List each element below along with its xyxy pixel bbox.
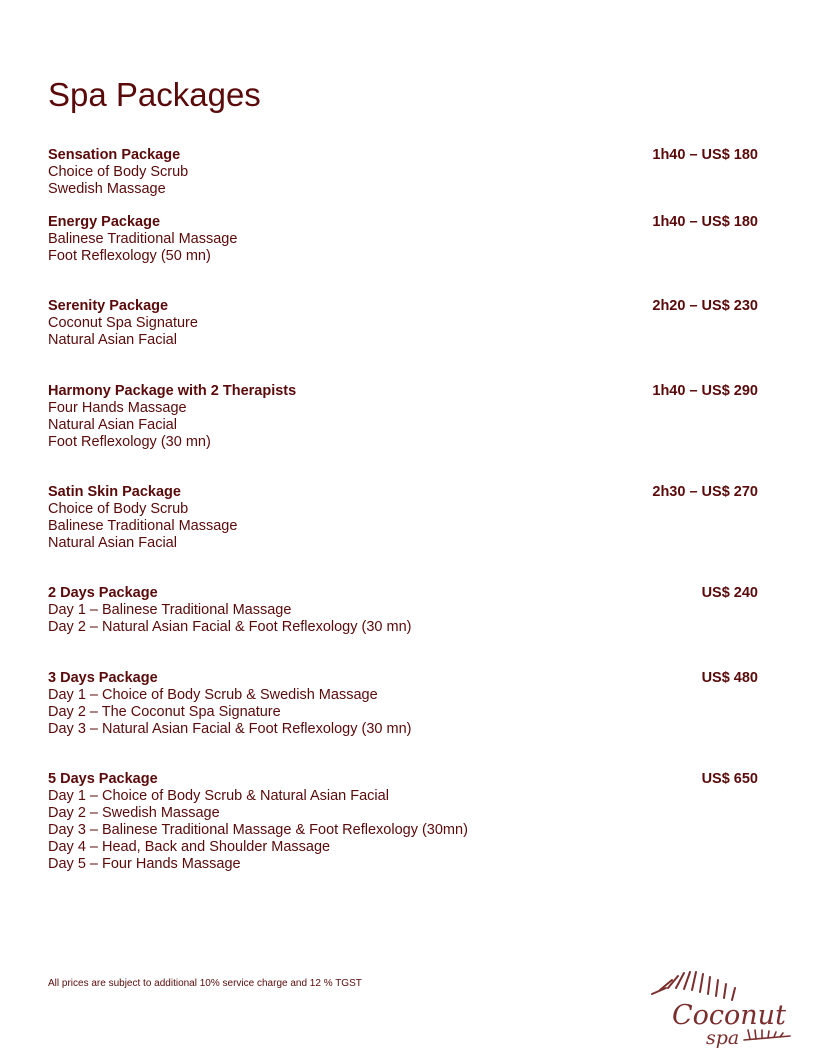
logo-wordmark: Coconut: [672, 1000, 786, 1031]
package-item: Natural Asian Facial: [48, 417, 177, 433]
package-item: Swedish Massage: [48, 181, 166, 197]
package-item: Natural Asian Facial: [48, 535, 177, 551]
package-name: Harmony Package with 2 Therapists: [48, 383, 297, 399]
package-price: US$ 240: [701, 585, 758, 601]
package-name: Energy Package: [48, 214, 161, 230]
package-name: Satin Skin Package: [48, 484, 181, 500]
package-item: Natural Asian Facial: [48, 332, 177, 348]
package-item: Day 1 – Balinese Traditional Massage: [48, 602, 292, 618]
palm-leaf-icon: [652, 972, 735, 1000]
package-price: US$ 480: [701, 670, 758, 686]
package-name: Sensation Package: [48, 147, 181, 163]
package-price: 1h40 – US$ 180: [652, 214, 758, 230]
package-2-days: [48, 585, 758, 636]
package-item: Choice of Body Scrub: [48, 164, 189, 180]
package-name: Serenity Package: [48, 298, 169, 314]
package-sensation: [48, 147, 758, 198]
package-name: 3 Days Package: [48, 670, 158, 686]
package-3-days: [48, 670, 758, 738]
package-satin-skin: [48, 484, 758, 552]
package-item: Day 3 – Natural Asian Facial & Foot Reflexology (30 mn): [48, 721, 412, 737]
package-item: Choice of Body Scrub: [48, 501, 189, 517]
package-item: Day 3 – Balinese Traditional Massage & Foot Reflexology (30mn): [48, 822, 468, 838]
package-item: Day 1 – Choice of Body Scrub & Natural Asian Facial: [48, 788, 389, 804]
package-price: 2h20 – US$ 230: [652, 298, 758, 314]
package-item: Foot Reflexology (50 mn): [48, 248, 211, 264]
package-harmony: [48, 383, 758, 451]
logo-subtext: spa: [706, 1027, 740, 1048]
package-item: Coconut Spa Signature: [48, 315, 198, 331]
package-price: US$ 650: [701, 771, 758, 787]
package-item: Foot Reflexology (30 mn): [48, 434, 211, 450]
package-price: 2h30 – US$ 270: [652, 484, 758, 500]
page-title: Spa Packages: [48, 76, 261, 113]
package-item: Day 2 – Natural Asian Facial & Foot Reflexology (30 mn): [48, 619, 412, 635]
package-energy: [48, 214, 758, 265]
package-price: 1h40 – US$ 180: [652, 147, 758, 163]
palm-frond-small-icon: [744, 1030, 790, 1040]
package-item: Day 5 – Four Hands Massage: [48, 856, 241, 872]
package-item: Day 2 – The Coconut Spa Signature: [48, 704, 281, 720]
package-item: Balinese Traditional Massage: [48, 518, 238, 534]
package-5-days: [48, 771, 758, 873]
package-item: Day 1 – Choice of Body Scrub & Swedish Massage: [48, 687, 378, 703]
package-item: Day 2 – Swedish Massage: [48, 805, 220, 821]
package-item: Four Hands Massage: [48, 400, 187, 416]
coconut-spa-logo: [650, 966, 792, 1048]
package-name: 2 Days Package: [48, 585, 158, 601]
package-serenity: [48, 298, 758, 349]
package-name: 5 Days Package: [48, 771, 158, 787]
package-price: 1h40 – US$ 290: [652, 383, 758, 399]
package-item: Balinese Traditional Massage: [48, 231, 238, 247]
price-footnote: All prices are subject to additional 10% service charge and 12 % TGST: [48, 978, 362, 989]
package-item: Day 4 – Head, Back and Shoulder Massage: [48, 839, 331, 855]
